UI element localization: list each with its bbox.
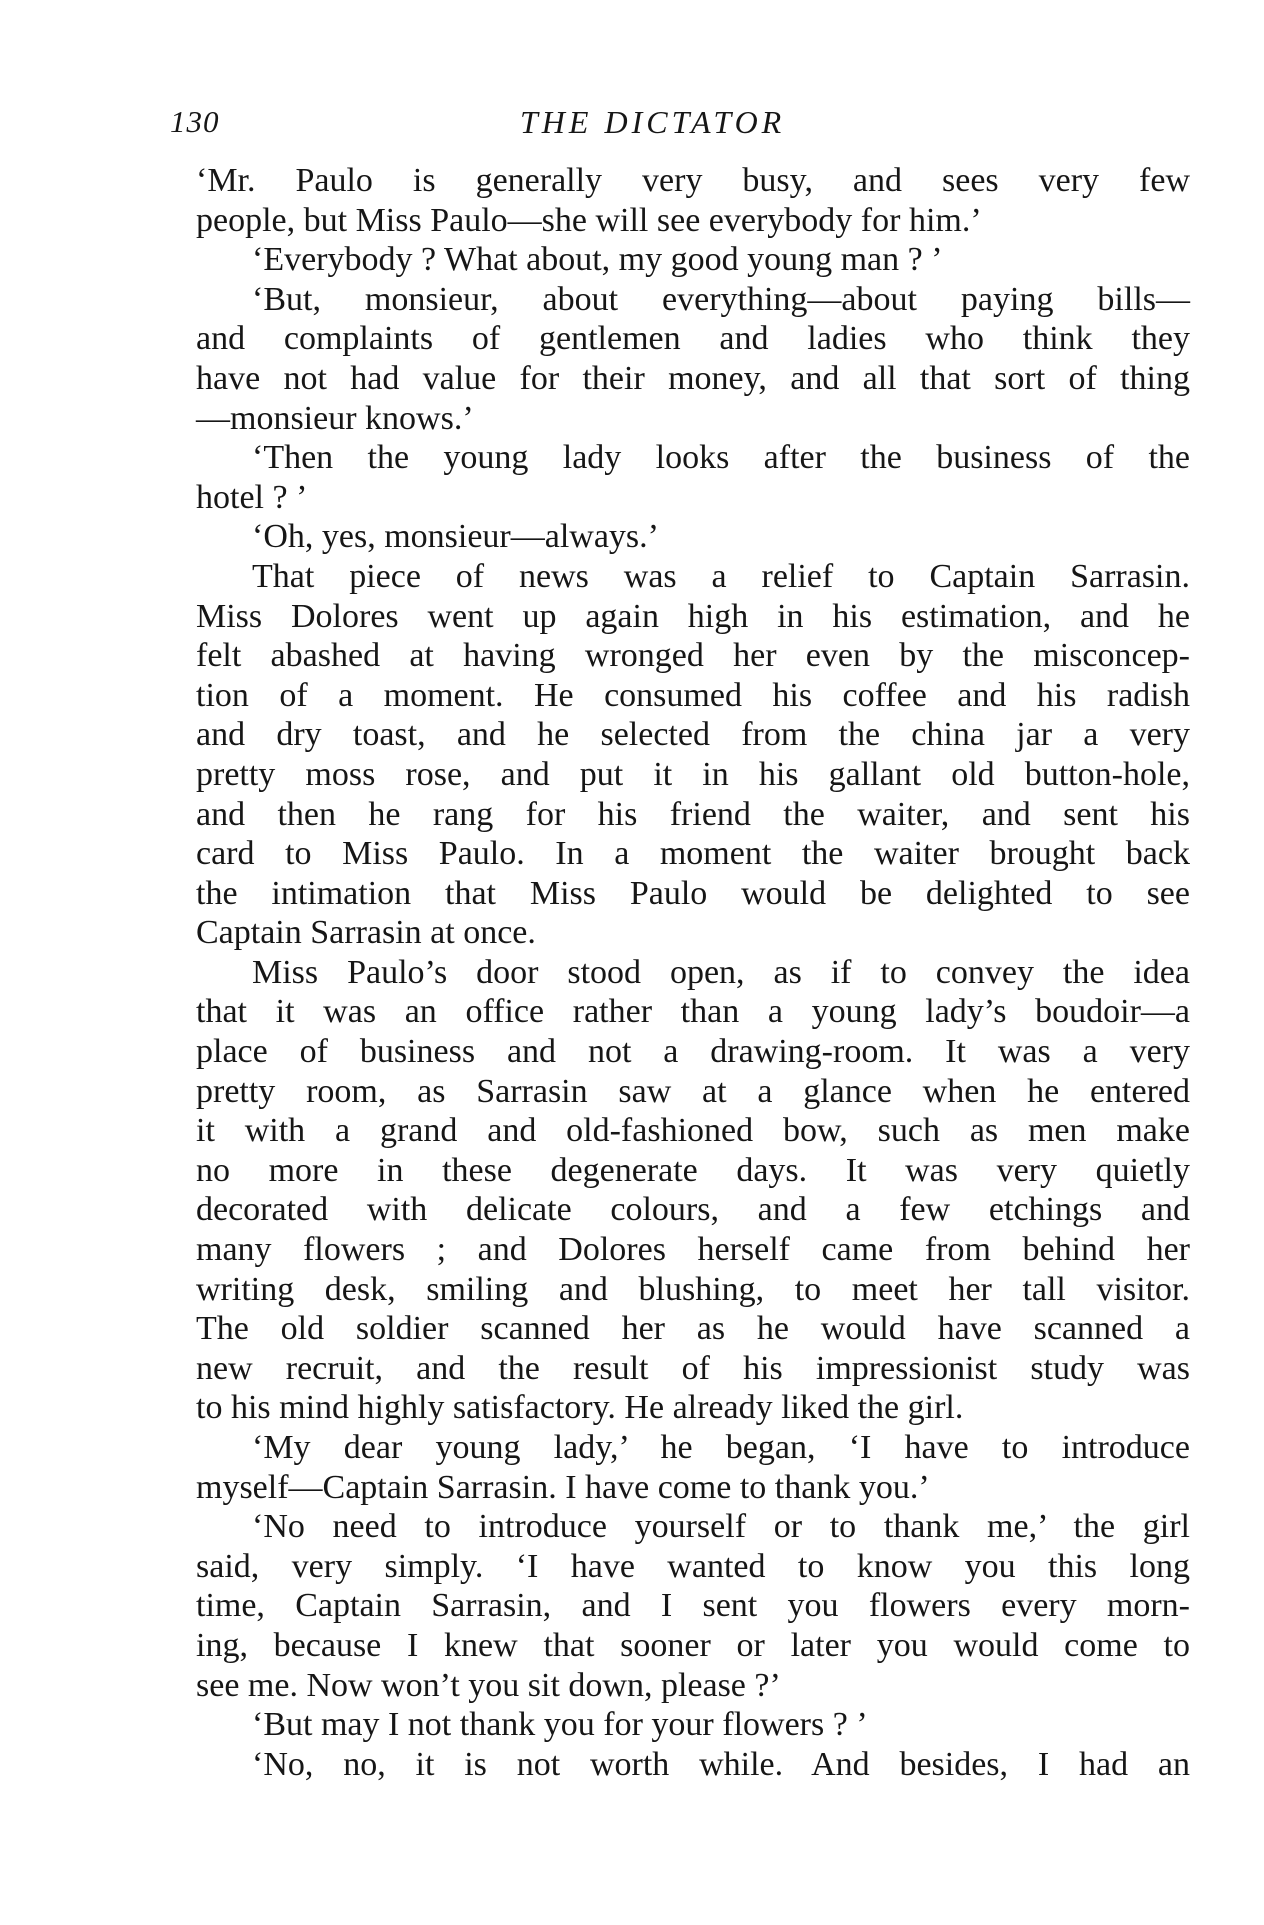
text-line: pretty moss rose, and put it in his gallant old button-hole,	[196, 755, 1190, 793]
text-line: no more in these degenerate days. It was very quietly	[196, 1151, 1190, 1189]
text-line: ‘Oh, yes, monsieur—always.’	[252, 518, 659, 556]
text-line: and complaints of gentlemen and ladies who think they	[196, 320, 1190, 358]
text-line: ing, because I knew that sooner or later you would come to	[196, 1626, 1190, 1664]
text-line: place of business and not a drawing-room. It was a very	[196, 1033, 1190, 1071]
text-line: hotel ? ’	[196, 478, 308, 516]
text-line: That piece of news was a relief to Captain Sarrasin.	[252, 557, 1190, 595]
text-line: time, Captain Sarrasin, and I sent you flowers every morn-	[196, 1587, 1190, 1625]
text-line: new recruit, and the result of his impressionist study was	[196, 1349, 1190, 1387]
text-line: The old soldier scanned her as he would have scanned a	[196, 1310, 1190, 1348]
text-line: to his mind highly satisfactory. He already liked the girl.	[196, 1389, 964, 1427]
text-line: pretty room, as Sarrasin saw at a glance when he entered	[196, 1072, 1190, 1110]
text-line: that it was an office rather than a young lady’s boudoir—a	[196, 993, 1190, 1031]
page-number: 130	[170, 104, 220, 139]
text-line: the intimation that Miss Paulo would be delighted to see	[196, 874, 1190, 912]
text-line: see me. Now won’t you sit down, please ?’	[196, 1666, 781, 1704]
text-line: ‘Everybody ? What about, my good young man ? ’	[252, 241, 943, 279]
body-text	[196, 161, 1190, 1784]
text-line: ‘But may I not thank you for your flowers ? ’	[252, 1706, 868, 1744]
text-line: ‘My dear young lady,’ he began, ‘I have to introduce	[252, 1429, 1190, 1466]
text-line: ‘Then the young lady looks after the business of the	[252, 439, 1190, 477]
text-line: writing desk, smiling and blushing, to meet her tall visitor.	[196, 1270, 1190, 1308]
text-line: said, very simply. ‘I have wanted to know you this long	[196, 1547, 1190, 1585]
page-header	[170, 104, 1190, 144]
text-line: card to Miss Paulo. In a moment the waiter brought back	[196, 835, 1190, 873]
text-line: Captain Sarrasin at once.	[196, 914, 536, 952]
text-line: Miss Paulo’s door stood open, as if to convey the idea	[252, 953, 1190, 991]
text-line: it with a grand and old-fashioned bow, such as men make	[196, 1112, 1190, 1150]
text-line: many flowers ; and Dolores herself came from behind her	[196, 1231, 1190, 1269]
text-line: ‘But, monsieur, about everything—about paying bills—	[252, 280, 1190, 318]
text-line: ‘No, no, it is not worth while. And besides, I had an	[252, 1745, 1190, 1783]
text-line: ‘Mr. Paulo is generally very busy, and sees very few	[196, 162, 1190, 199]
text-line: people, but Miss Paulo—she will see everybody for him.’	[196, 201, 982, 239]
text-line: myself—Captain Sarrasin. I have come to thank you.’	[196, 1468, 930, 1506]
text-line: felt abashed at having wronged her even by the misconcep-	[196, 637, 1190, 675]
text-line: and dry toast, and he selected from the china jar a very	[196, 716, 1190, 754]
text-line: and then he rang for his friend the waiter, and sent his	[196, 795, 1190, 833]
text-line: have not had value for their money, and all that sort of thing	[196, 359, 1190, 397]
text-line: tion of a moment. He consumed his coffee and his radish	[196, 676, 1190, 714]
running-title: THE DICTATOR	[520, 104, 786, 140]
text-line: —monsieur knows.’	[196, 399, 474, 437]
text-line: decorated with delicate colours, and a few etchings and	[196, 1191, 1190, 1229]
text-line: Miss Dolores went up again high in his estimation, and he	[196, 597, 1190, 635]
text-line: ‘No need to introduce yourself or to thank me,’ the girl	[252, 1508, 1190, 1546]
